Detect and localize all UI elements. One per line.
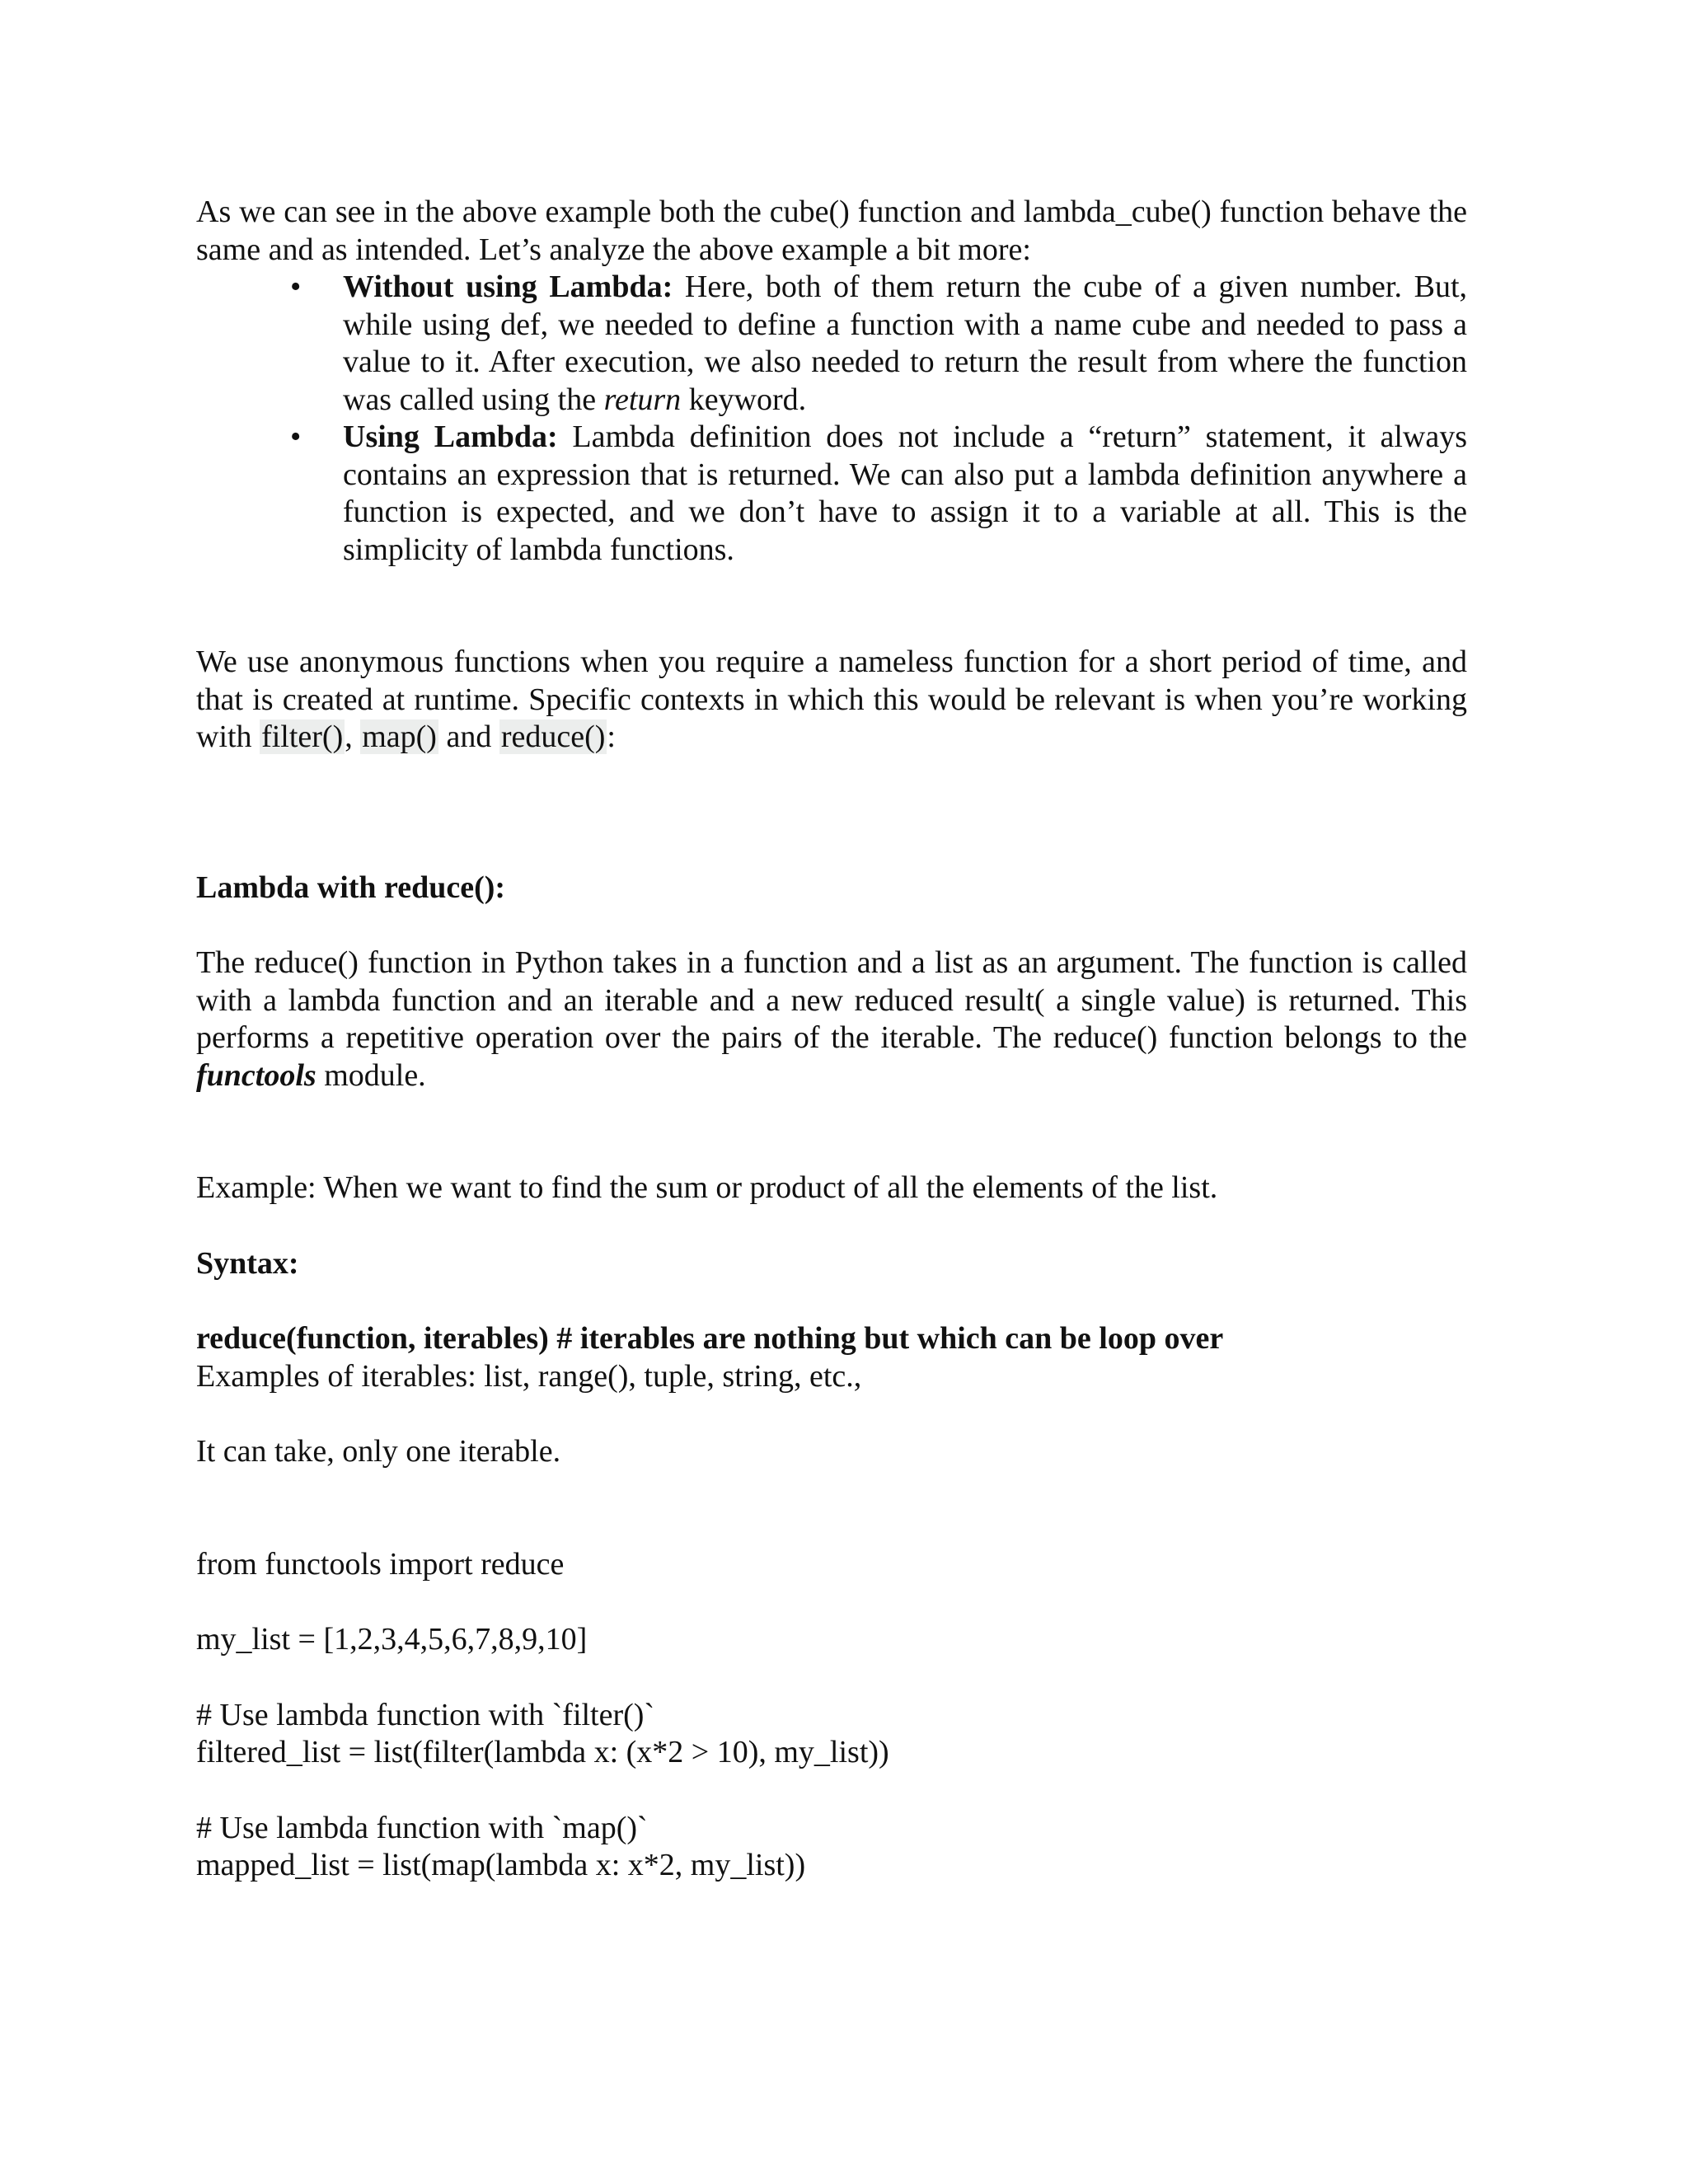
- bullet-text-end: keyword.: [681, 382, 807, 417]
- code-list-line: my_list = [1,2,3,4,5,6,7,8,9,10]: [196, 1622, 588, 1657]
- bullet-text: Here, both of them return the cube of a given number. But, while using def, we needed to define a function with a name cube and needed to pass a value to it. After execution, we also needed to return the result from where the function was called using the: [343, 269, 1468, 417]
- colon: :: [607, 719, 616, 754]
- bullet-text: Lambda definition does not include a “return” statement, it always contains an expression that is returned. We can also put a lambda definition anywhere a function is expected, and we don’t have to assign it to a variable at all. This is the simplicity of lambda functions.: [343, 419, 1467, 567]
- description-end: module.: [316, 1057, 426, 1093]
- code-map-comment: # Use lambda function with `map()`: [196, 1810, 648, 1845]
- reduce-function-highlight: reduce(): [500, 719, 606, 754]
- reduce-description: [196, 944, 1467, 1094]
- comparison-list: [196, 269, 1467, 569]
- intro-paragraph: As we can see in the above example both the cube() function and lambda_cube() function behave the same and as intended. Let’s analyze the above example a bit more:: [196, 194, 1467, 267]
- heading-text: Lambda with reduce():: [196, 869, 506, 905]
- bullet-icon: •: [290, 419, 302, 454]
- syntax-line-text: reduce(function, iterables) # iterables are nothing but which can be loop over: [196, 1321, 1224, 1356]
- filter-function-highlight: filter(): [261, 719, 344, 754]
- anonymous-text: We use anonymous functions when you require a nameless function for a short period of time, and that is created at runtime. Specific contexts in which this would be relevant is when you’re working with: [196, 644, 1467, 754]
- bullet-icon: •: [290, 269, 302, 304]
- code-map-line: mapped_list = list(map(lambda x: x*2, my_list)): [196, 1848, 806, 1882]
- syntax-line: [196, 1320, 1467, 1358]
- list-item-using-lambda: [290, 419, 1467, 569]
- iterables-examples: Examples of iterables: list, range(), tuple, string, etc.,: [196, 1358, 862, 1394]
- example-text: Example: When we want to find the sum or product of all the elements of the list.: [196, 1170, 1218, 1205]
- separator: ,: [345, 719, 361, 754]
- syntax-heading: [196, 1245, 1467, 1283]
- description-text: The reduce() function in Python takes in a function and a list as an argument. The function is called with a lambda function and an iterable and a new reduced result( a single value) is returned. This performs a repetitive operation over the pairs of the iterable. The reduce() function belongs to the: [196, 945, 1467, 1055]
- syntax-heading-text: Syntax:: [196, 1245, 299, 1281]
- code-filter-comment: # Use lambda function with `filter()`: [196, 1697, 655, 1732]
- document-page: [196, 194, 1467, 1885]
- section-heading: [196, 869, 1467, 907]
- bullet-title: Without using Lambda:: [343, 269, 673, 304]
- one-iterable-note: It can take, only one iterable.: [196, 1434, 561, 1469]
- code-filter-line: filtered_list = list(filter(lambda x: (x*2 > 10), my_list)): [196, 1735, 889, 1769]
- anonymous-paragraph: [196, 644, 1467, 757]
- separator: and: [438, 719, 499, 754]
- bullet-title: Using Lambda:: [343, 419, 558, 454]
- return-keyword: return: [603, 382, 682, 417]
- code-import-line: from functools import reduce: [196, 1546, 565, 1582]
- list-item-without-lambda: [290, 269, 1468, 419]
- module-name: functools: [196, 1057, 316, 1093]
- map-function-highlight: map(): [362, 719, 437, 754]
